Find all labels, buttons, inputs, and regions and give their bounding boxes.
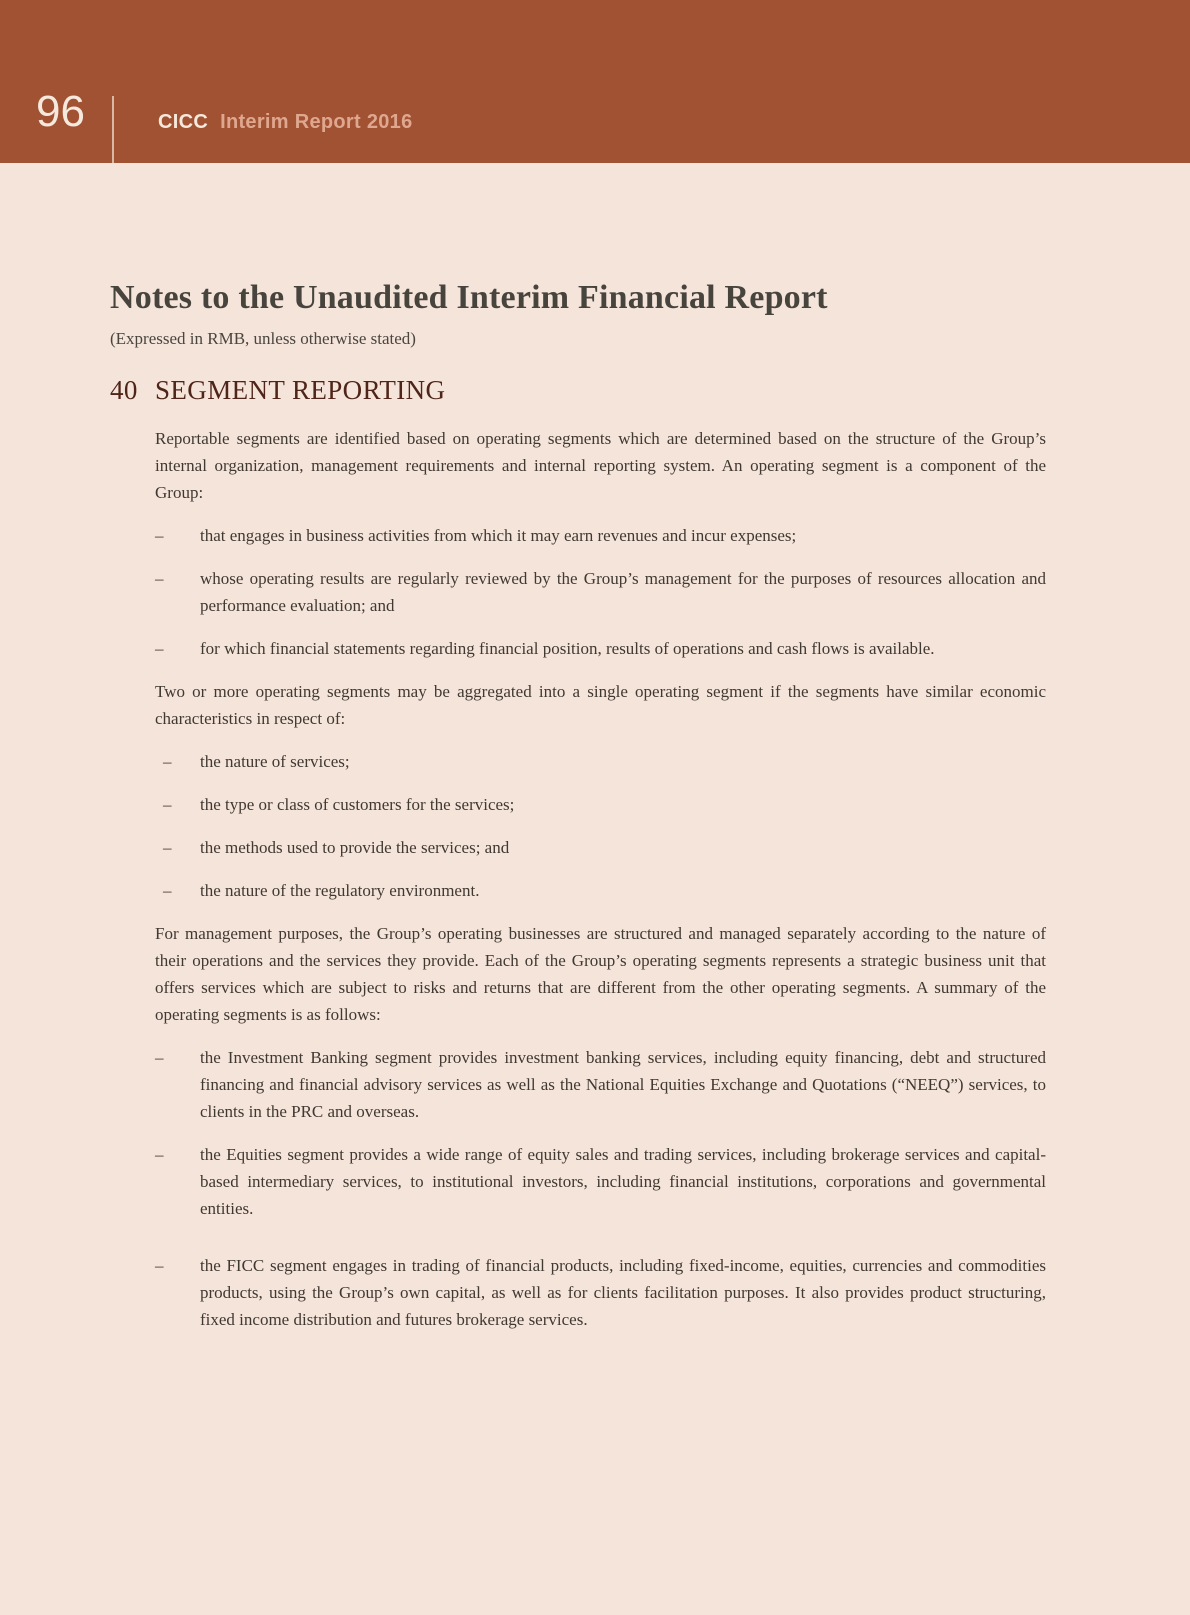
dash-marker: – (155, 526, 164, 545)
list-item-text: the methods used to provide the services; and (200, 838, 510, 857)
dash-marker: – (155, 1048, 164, 1067)
list-item (155, 877, 1046, 904)
list-item (155, 522, 1046, 549)
list-item-equities (155, 1141, 1046, 1222)
list-item-text: the type or class of customers for the services; (200, 795, 515, 814)
list-aggregation-criteria (155, 748, 1046, 904)
paragraph-management: For management purposes, the Group’s operating businesses are structured and managed separately according to the nature of their operations and the services they provide. Each of the Group’s operating segments represents a strategic business unit that offers services which are subject to risks and returns that are different from the other operating segments. A summary of the operating segments is as follows: (155, 924, 1046, 1024)
dash-marker: – (155, 639, 164, 658)
list-item (155, 565, 1046, 619)
paragraph-intro: Reportable segments are identified based on operating segments which are determined based on the structure of the Group’s internal organization, management requirements and internal reporting system. An operating segment is a component of the Group: (155, 429, 1046, 502)
list-item-text: that engages in business activities from which it may earn revenues and incur expenses; (200, 526, 797, 545)
document-body (0, 163, 1190, 1333)
page-subtitle: (Expressed in RMB, unless otherwise stated) (110, 329, 416, 348)
report-title: Interim Report 2016 (220, 111, 413, 133)
dash-marker: – (163, 838, 172, 857)
page-number: 96 (36, 87, 85, 136)
section-segment-reporting (110, 375, 1046, 1333)
list-item-text: the Investment Banking segment provides investment banking services, including equity financing, debt and structured financing and financial advisory services as well as the National Equities Exchange and Quotations (“NEEQ”) services, to clients in the PRC and overseas. (200, 1048, 1046, 1121)
dash-marker: – (155, 1145, 164, 1164)
list-item (155, 791, 1046, 818)
list-item (155, 635, 1046, 662)
list-item (155, 748, 1046, 775)
list-item-text: the FICC segment engages in trading of financial products, including fixed-income, equities, currencies and commodities products, using the Group’s own capital, as well as for clients facilitation purposes. It also provides product structuring, fixed income distribution and futures brokerage services. (200, 1256, 1046, 1329)
list-operating-segment-criteria (155, 522, 1046, 662)
dash-marker: – (163, 752, 172, 771)
list-item (155, 834, 1046, 861)
dash-marker: – (163, 795, 172, 814)
list-item-text: whose operating results are regularly reviewed by the Group’s management for the purposes of resources allocation and performance evaluation; and (200, 569, 1046, 615)
header-divider (112, 96, 114, 163)
section-number: 40 (110, 375, 138, 405)
dash-marker: – (155, 569, 164, 588)
brand-name: CICC (158, 111, 209, 133)
list-item-ficc (155, 1252, 1046, 1333)
list-segments-summary (155, 1044, 1046, 1333)
list-item-text: for which financial statements regarding financial position, results of operations and cash flows is available. (200, 639, 935, 658)
page-title: Notes to the Unaudited Interim Financial Report (110, 279, 828, 316)
list-item-text: the nature of the regulatory environment. (200, 881, 480, 900)
page-header (0, 0, 1190, 163)
report-brand-line (158, 110, 413, 134)
list-item-text: the Equities segment provides a wide range of equity sales and trading services, including brokerage services and capital-based intermediary services, to institutional investors, including financial institutions, corporations and governmental entities. (200, 1145, 1046, 1218)
list-item-text: the nature of services; (200, 752, 350, 771)
paragraph-aggregation: Two or more operating segments may be aggregated into a single operating segment if the segments have similar economic characteristics in respect of: (155, 682, 1046, 728)
dash-marker: – (155, 1256, 164, 1275)
section-heading (110, 375, 1046, 405)
list-item-investment-banking (155, 1044, 1046, 1125)
dash-marker: – (163, 881, 172, 900)
section-title: SEGMENT REPORTING (155, 375, 446, 405)
